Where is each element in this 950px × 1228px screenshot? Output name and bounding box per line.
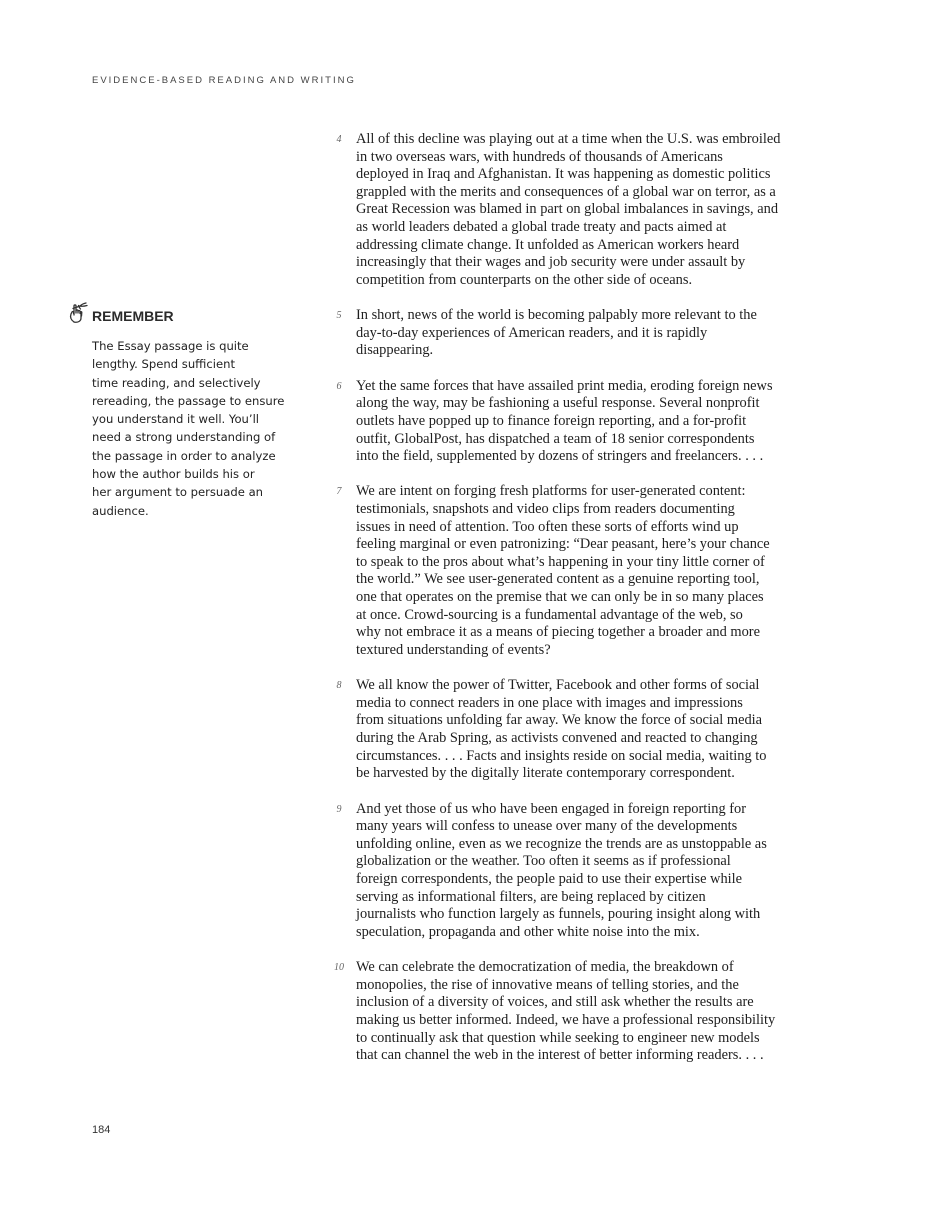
- text-line: at once. Crowd-sourcing is a fundamental advantage of the web, so: [356, 606, 743, 623]
- paragraph-text: [356, 677, 800, 783]
- essay-passage: [330, 131, 800, 1082]
- text-line: from situations unfolding far away. We know the force of social media: [356, 712, 763, 729]
- text-line: competition from counterparts on the other side of oceans.: [356, 271, 693, 288]
- sidebar-line: you understand it well. You’ll: [92, 412, 260, 427]
- text-line: unfolding online, even as we recognize the trends are as unstoppable as: [356, 835, 767, 852]
- text-line: day-to-day experiences of American readers, and it is rapidly: [356, 324, 708, 341]
- paragraph-number: 4: [336, 134, 342, 145]
- paragraph-9: [330, 801, 800, 942]
- text-line: We can celebrate the democratization of media, the breakdown of: [356, 959, 734, 976]
- paragraph-text: [356, 801, 800, 942]
- text-line: disappearing.: [356, 342, 434, 359]
- text-line: to continually ask that question while seeking to engineer new models: [356, 1029, 760, 1046]
- text-line: issues in need of attention. Too often these sorts of efforts wind up: [356, 518, 739, 535]
- remember-sidebar: [66, 301, 291, 520]
- text-line: to speak to the pros about what’s happening in your tiny little corner of: [356, 553, 765, 570]
- text-line: foreign correspondents, the people paid to use their expertise while: [356, 870, 743, 887]
- paragraph-10: [330, 959, 800, 1065]
- paragraph-number: 6: [336, 380, 342, 392]
- sidebar-heading: [66, 301, 291, 325]
- sidebar-line: how the author builds his or: [92, 467, 255, 482]
- paragraph-number: 10: [334, 962, 344, 974]
- text-line: Great Recession was blamed in part on global imbalances in savings, and: [356, 201, 779, 218]
- sidebar-line: her argument to persuade an: [92, 485, 264, 500]
- running-head: EVIDENCE-BASED READING AND WRITING: [92, 75, 356, 86]
- paragraph-4: [330, 131, 800, 289]
- paragraph-text: [356, 307, 800, 360]
- sidebar-title: REMEMBER: [92, 308, 174, 324]
- paragraph-text: [356, 959, 800, 1065]
- paragraph-7: [330, 483, 800, 659]
- text-line: outfit, GlobalPost, has dispatched a team of 18 senior correspondents: [356, 430, 755, 447]
- paragraph-text: [356, 483, 800, 659]
- text-line: We are intent on forging fresh platforms for user-generated content:: [356, 483, 746, 500]
- finger-string-reminder-icon: [66, 301, 90, 325]
- text-line: monopolies, the rise of innovative means of telling stories, and the: [356, 976, 739, 993]
- text-line: along the way, may be fashioning a useful response. Several nonprofit: [356, 395, 760, 412]
- paragraph-5: [330, 307, 800, 360]
- text-line: that can channel the web in the interest of better informing readers. . . .: [356, 1047, 764, 1064]
- text-line: be harvested by the digitally literate contemporary correspondent.: [356, 765, 735, 782]
- sidebar-line: the passage in order to analyze: [92, 448, 276, 463]
- text-line: making us better informed. Indeed, we have a professional responsibility: [356, 1011, 776, 1028]
- text-line: feeling marginal or even patronizing: “Dear peasant, here’s your chance: [356, 536, 770, 553]
- text-line: And yet those of us who have been engaged in foreign reporting for: [356, 800, 747, 817]
- text-line: into the field, supplemented by dozens of stringers and freelancers. . . .: [356, 448, 764, 465]
- sidebar-line: rereading, the passage to ensure: [92, 393, 285, 408]
- text-line: circumstances. . . . Facts and insights reside on social media, waiting to: [356, 747, 767, 764]
- text-line: during the Arab Spring, as activists convened and reacted to changing: [356, 730, 758, 746]
- paragraph-6: [330, 378, 800, 466]
- text-line: serving as informational filters, are being replaced by citizen: [356, 888, 706, 905]
- page-number: 184: [92, 1124, 111, 1136]
- paragraph-text: [356, 378, 800, 466]
- text-line: We all know the power of Twitter, Facebook and other forms of social: [356, 677, 760, 694]
- text-line: textured understanding of events?: [356, 641, 551, 658]
- text-line: globalization or the weather. Too often it seems as if professional: [356, 853, 731, 870]
- text-line: testimonials, snapshots and video clips from readers documenting: [356, 501, 735, 518]
- text-line: Yet the same forces that have assailed print media, eroding foreign news: [356, 377, 773, 394]
- sidebar-line: The Essay passage is quite: [92, 339, 249, 353]
- paragraph-number: 9: [336, 803, 342, 815]
- text-line: one that operates on the premise that we can only be in so many places: [356, 589, 764, 606]
- paragraph-text: [356, 131, 800, 289]
- text-line: deployed in Iraq and Afghanistan. It was happening as domestic politics: [356, 166, 771, 183]
- text-line: All of this decline was playing out at a time when the U.S. was embroiled: [356, 131, 781, 147]
- text-line: in two overseas wars, with hundreds of thousands of Americans: [356, 148, 723, 165]
- text-line: as world leaders debated a global trade treaty and pacts aimed at: [356, 218, 727, 235]
- sidebar-line: audience.: [92, 503, 149, 518]
- text-line: grappled with the merits and consequences of a global war on terror, as a: [356, 183, 776, 200]
- text-line: the world.” We see user-generated content as a genuine reporting tool,: [356, 571, 760, 588]
- text-line: journalists who function largely as funnels, pouring insight along with: [356, 906, 761, 923]
- text-line: why not embrace it as a means of piecing together a broader and more: [356, 624, 760, 641]
- paragraph-number: 8: [336, 680, 342, 692]
- text-line: In short, news of the world is becoming palpably more relevant to the: [356, 307, 757, 324]
- paragraph-number: 7: [336, 486, 342, 498]
- text-line: outlets have popped up to finance foreign reporting, and a for-profit: [356, 412, 747, 429]
- sidebar-line: lengthy. Spend sufficient: [92, 357, 235, 372]
- sidebar-line: need a strong understanding of: [92, 430, 276, 445]
- paragraph-number: 5: [336, 310, 342, 322]
- sidebar-body: [92, 337, 290, 520]
- text-line: increasingly that their wages and job security were under assault by: [356, 254, 746, 271]
- sidebar-line: time reading, and selectively: [92, 375, 261, 390]
- text-line: media to connect readers in one place with images and impressions: [356, 694, 743, 711]
- text-line: many years will confess to unease over many of the developments: [356, 818, 738, 835]
- text-line: addressing climate change. It unfolded as American workers heard: [356, 236, 740, 253]
- paragraph-8: [330, 677, 800, 783]
- text-line: speculation, propaganda and other white noise into the mix.: [356, 923, 700, 940]
- text-line: inclusion of a diversity of voices, and still ask whether the results are: [356, 994, 754, 1011]
